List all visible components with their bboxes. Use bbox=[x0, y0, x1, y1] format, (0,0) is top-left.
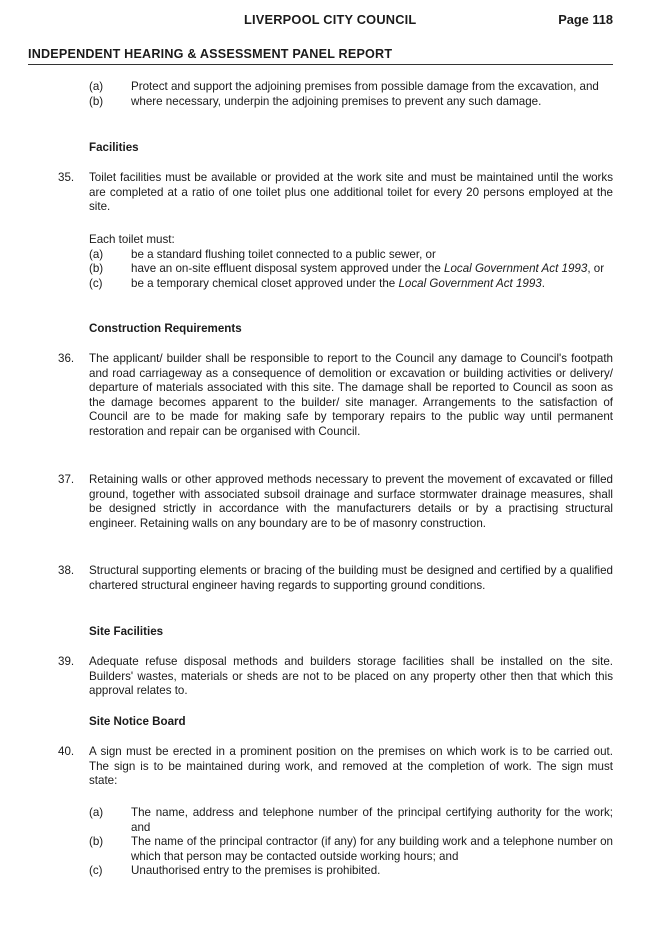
item-text: The name of the principal contractor (if any) for any building work and a telephone number on which that person may be contacted outside working hours; and bbox=[131, 835, 613, 863]
condition-number: 36. bbox=[58, 352, 75, 365]
list-item bbox=[0, 262, 653, 277]
toilet-requirements bbox=[0, 233, 653, 291]
condition-number: 37. bbox=[58, 473, 75, 486]
list-item bbox=[0, 95, 653, 110]
heading-facilities: Facilities bbox=[89, 141, 139, 154]
list-item bbox=[0, 806, 653, 835]
heading-construction: Construction Requirements bbox=[89, 322, 242, 335]
condition-35 bbox=[0, 171, 653, 215]
sign-requirements bbox=[0, 806, 653, 879]
item-text: Unauthorised entry to the premises is prohibited. bbox=[131, 864, 381, 878]
condition-number: 40. bbox=[58, 745, 75, 758]
condition-text: The applicant/ builder shall be responsible to report to the Council any damage to Council's footpath and road carriageway as a consequence of demolition or excavation or building activities or delivery/ departure of materials associated with this site. The damage shall be reported to Council as soon as the damage becomes apparent to the builder/ site manager. Arrangements to the satisfaction of Council are to be made for making safe by temporary repairs to the public way until permanent restoration and repair can be organised with Council. bbox=[89, 352, 613, 438]
list-item bbox=[0, 248, 653, 263]
list-item bbox=[0, 835, 653, 864]
condition-36 bbox=[0, 352, 653, 440]
report-title: INDEPENDENT HEARING & ASSESSMENT PANEL REPORT bbox=[28, 47, 393, 61]
item-label: (a) bbox=[89, 806, 104, 819]
item-text-post: , or bbox=[587, 262, 605, 276]
list-item bbox=[0, 277, 653, 292]
item-label: (a) bbox=[89, 80, 104, 93]
header-divider bbox=[28, 64, 613, 65]
condition-text: Adequate refuse disposal methods and builders storage facilities shall be installed on the site. Builders' wastes, materials or sheds are not to be placed on any property other then that which this approval relates to. bbox=[89, 655, 613, 698]
item-label: (b) bbox=[89, 262, 104, 276]
item-text-pre: have an on-site effluent disposal system approved under the bbox=[131, 262, 445, 276]
condition-40 bbox=[0, 745, 653, 789]
page-number: Page 118 bbox=[558, 12, 613, 27]
list-item bbox=[0, 864, 653, 879]
condition-text: Structural supporting elements or bracing of the building must be designed and certified by a qualified chartered structural engineer having regards to supporting ground conditions. bbox=[89, 564, 613, 592]
list-item bbox=[0, 80, 653, 95]
item-text: be a standard flushing toilet connected to a public sewer, or bbox=[131, 247, 436, 261]
condition-38 bbox=[0, 564, 653, 593]
item-text bbox=[131, 262, 613, 277]
act-name: Local Government Act 1993 bbox=[398, 276, 542, 290]
item-text-pre: be a temporary chemical closet approved under the bbox=[131, 276, 399, 290]
condition-39 bbox=[0, 655, 653, 699]
item-label: (b) bbox=[89, 835, 104, 849]
condition-text: Toilet facilities must be available or provided at the work site and must be maintained until the works are completed at a ratio of one toilet plus one additional toilet for every 20 persons employed at the site. bbox=[89, 171, 613, 214]
list-intro: Each toilet must: bbox=[89, 233, 175, 246]
condition-text: Retaining walls or other approved methods necessary to prevent the movement of excavated or filled ground, together with associated subsoil drainage and surface stormwater drainage measures, shall be designed strictly in accordance with the manufacturers details or by a practising structural engineer. Retaining walls on any boundary are to be of masonry construction. bbox=[89, 473, 613, 530]
heading-site-facilities: Site Facilities bbox=[89, 625, 164, 638]
item-label: (a) bbox=[89, 247, 104, 261]
heading-site-notice-board: Site Notice Board bbox=[89, 715, 186, 728]
item-text bbox=[131, 277, 613, 292]
condition-number: 38. bbox=[58, 564, 75, 577]
condition-37 bbox=[0, 473, 653, 531]
continued-list bbox=[0, 80, 653, 109]
condition-number: 39. bbox=[58, 655, 75, 668]
item-label: (b) bbox=[89, 94, 104, 108]
condition-text: A sign must be erected in a prominent position on the premises on which work is to be carried out. The sign is to be maintained during work, and removed at the completion of work. The sign must state: bbox=[89, 745, 613, 788]
item-label: (c) bbox=[89, 276, 103, 290]
item-text: where necessary, underpin the adjoining premises to prevent any such damage. bbox=[131, 94, 542, 108]
item-text: Protect and support the adjoining premises from possible damage from the excavation, and bbox=[131, 80, 599, 93]
condition-number: 35. bbox=[58, 171, 75, 184]
item-text: The name, address and telephone number of the principal certifying authority for the work; and bbox=[131, 806, 613, 834]
council-name: LIVERPOOL CITY COUNCIL bbox=[244, 12, 417, 27]
act-name: Local Government Act 1993 bbox=[444, 262, 588, 276]
item-label: (c) bbox=[89, 864, 103, 878]
item-text-post: . bbox=[541, 276, 545, 290]
